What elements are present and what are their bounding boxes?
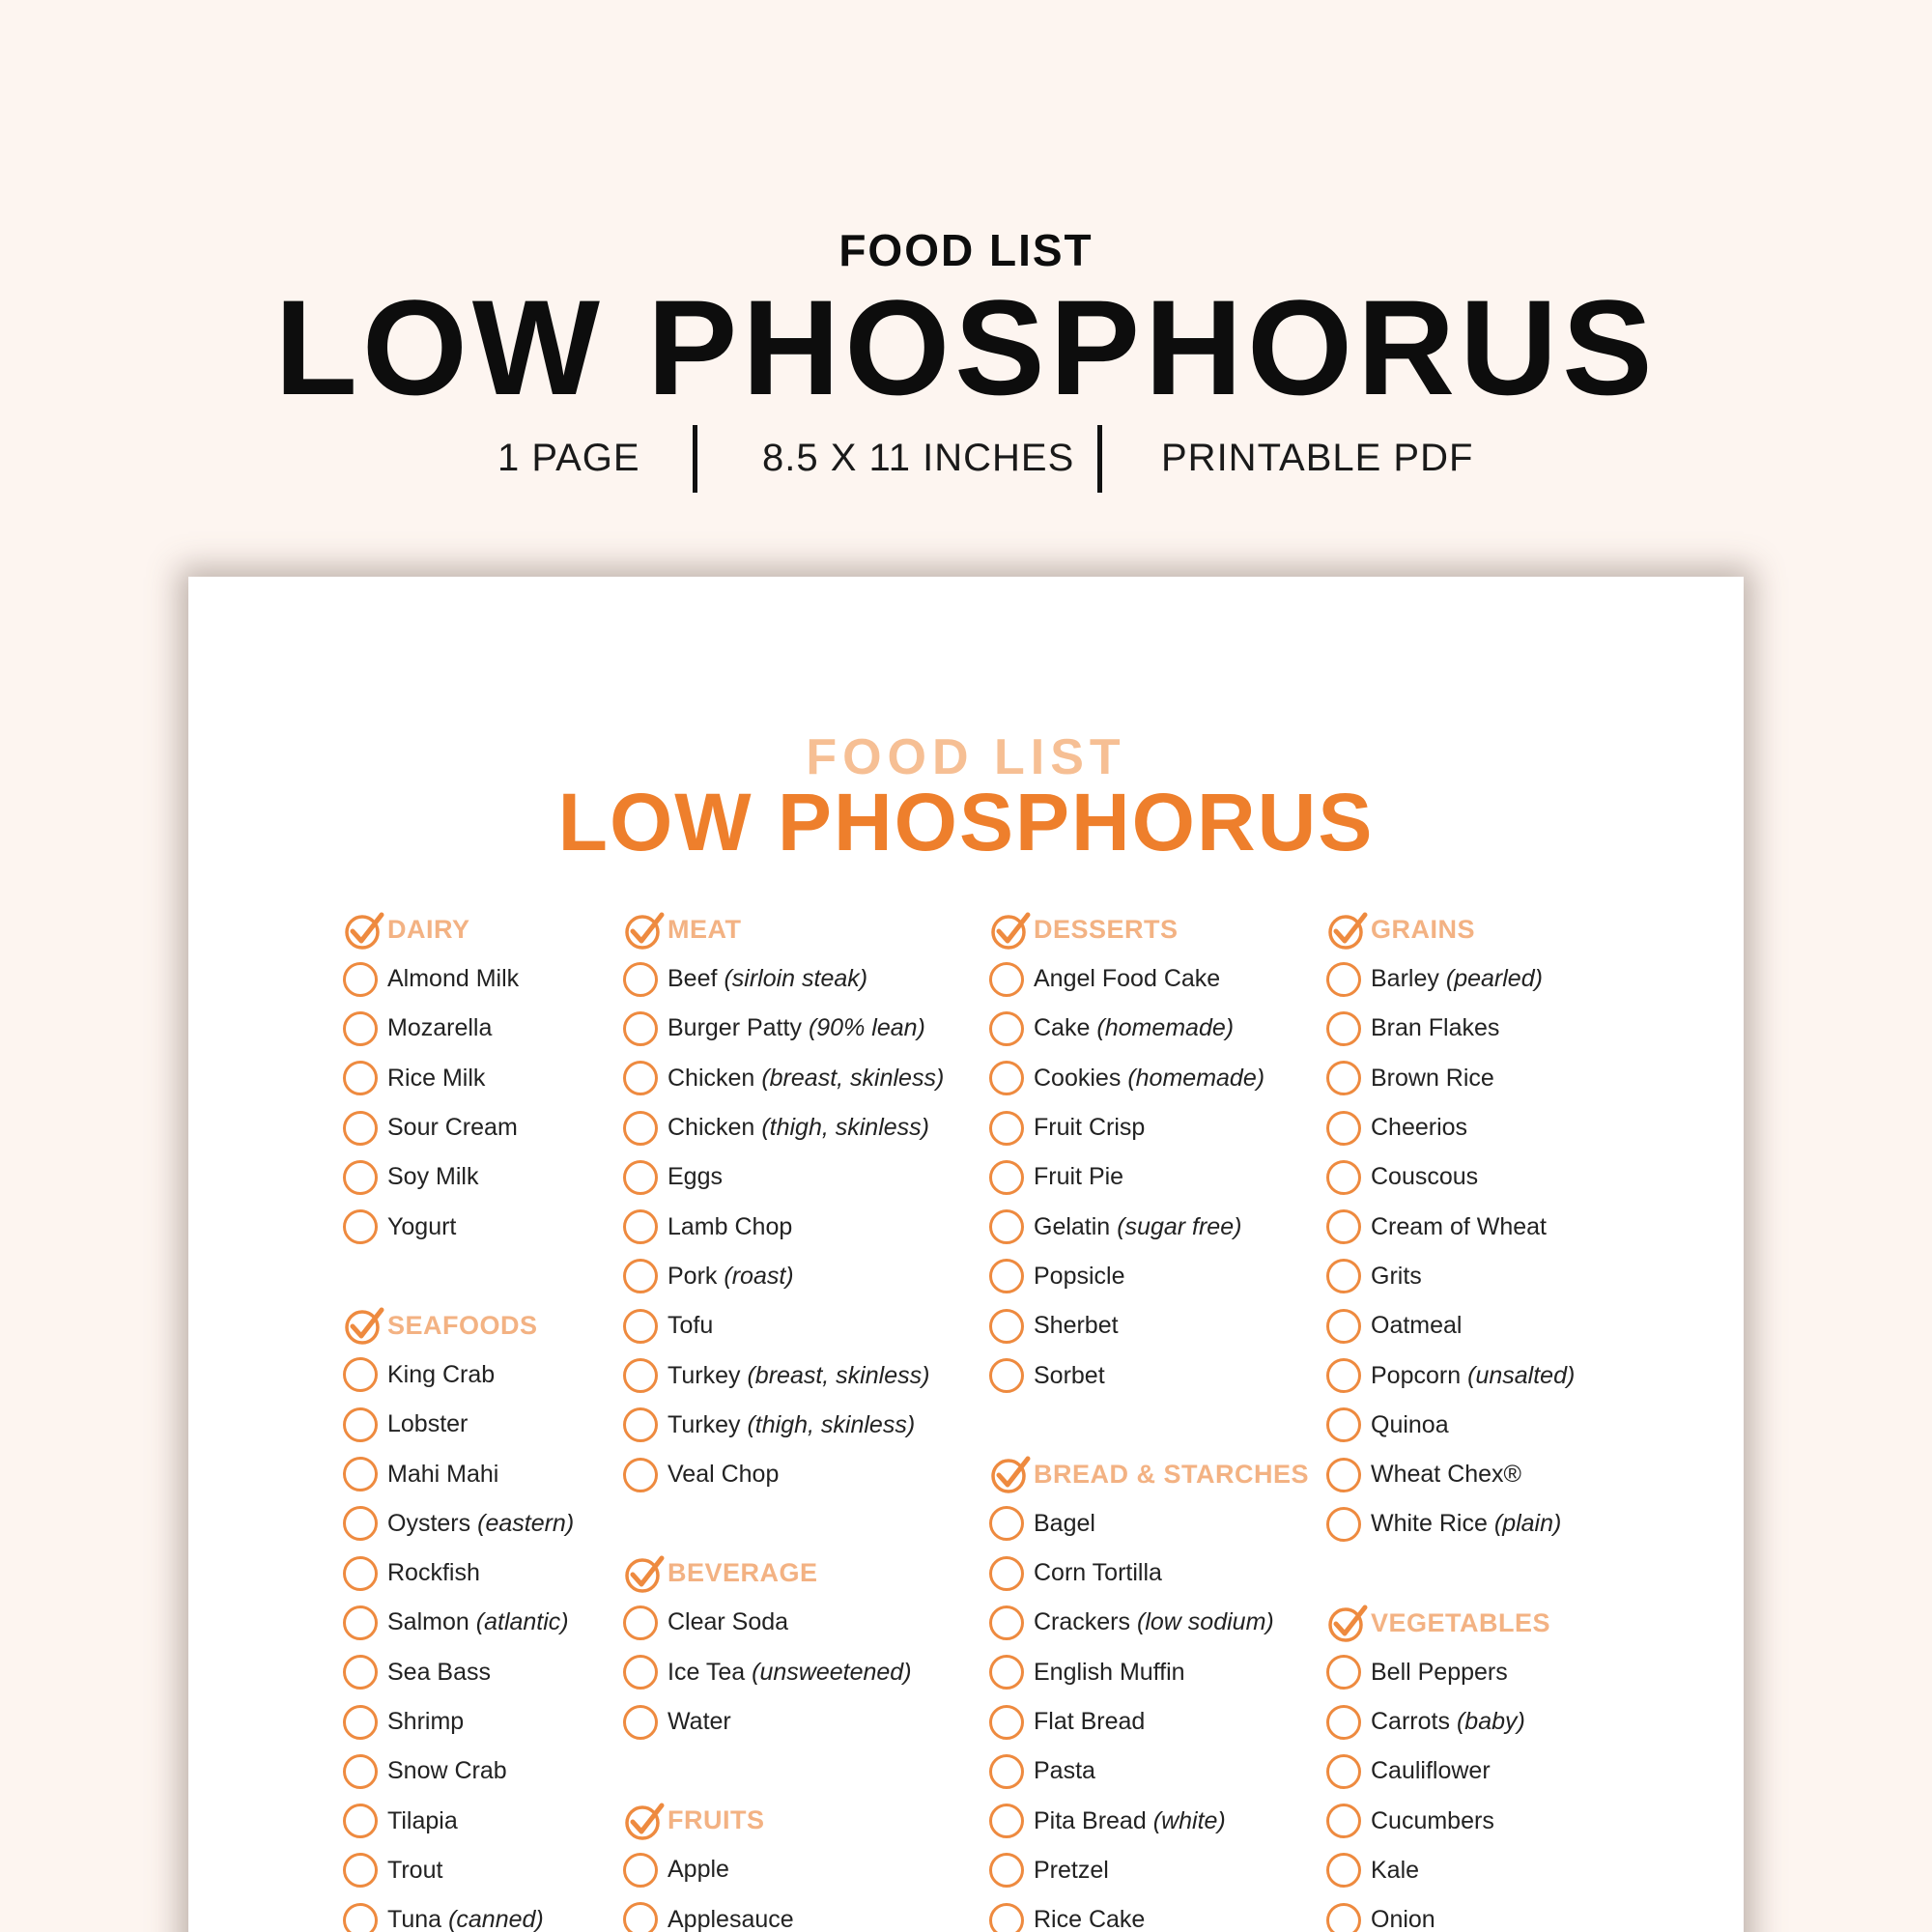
checklist-item[interactable] (343, 1004, 574, 1053)
section-header (343, 905, 574, 954)
checklist-item[interactable] (989, 1004, 1309, 1053)
item-note: (unsweetened) (752, 1658, 912, 1686)
checklist-item[interactable] (989, 1152, 1309, 1202)
checkbox-circle-icon[interactable] (623, 962, 658, 997)
checklist-item[interactable] (989, 1548, 1309, 1598)
item-label: Sorbet (1034, 1361, 1105, 1389)
section-title: DESSERTS (1034, 915, 1179, 944)
item-note: (eastern) (477, 1509, 575, 1537)
checklist-item[interactable] (623, 1648, 944, 1697)
item-label: Fruit Pie (1034, 1163, 1124, 1191)
spec-size: 8.5 X 11 INCHES (762, 437, 1075, 479)
checkbox-circle-icon[interactable] (623, 1259, 658, 1293)
item-label: Bran Flakes (1371, 1014, 1500, 1042)
item-label: Mozarella (387, 1014, 493, 1042)
spec-format: PRINTABLE PDF (1161, 437, 1474, 479)
item-label: Ice Tea (668, 1658, 746, 1686)
item-label: Rice Milk (387, 1064, 486, 1092)
checkbox-circle-icon[interactable] (1326, 1309, 1361, 1344)
checklist-item[interactable] (1326, 1648, 1575, 1697)
item-label: Chicken (668, 1064, 755, 1092)
section-header (989, 905, 1309, 954)
item-label: Oatmeal (1371, 1312, 1463, 1340)
item-label: Tilapia (387, 1806, 458, 1834)
checkbox-circle-icon[interactable] (623, 1853, 658, 1888)
checklist-item[interactable] (989, 1648, 1309, 1697)
checkbox-circle-icon[interactable] (1326, 1160, 1361, 1195)
section-desserts (989, 905, 1309, 1401)
item-label: Onion (1371, 1906, 1435, 1932)
item-note: (canned) (448, 1906, 544, 1932)
section-header (623, 1548, 944, 1598)
checklist-item[interactable] (343, 1103, 574, 1152)
section-title: BEVERAGE (668, 1558, 818, 1588)
section-fruits (623, 1796, 944, 1932)
checkbox-circle-icon[interactable] (343, 1011, 378, 1046)
checkbox-circle-icon[interactable] (1326, 1754, 1361, 1789)
checklist-item[interactable] (623, 1004, 944, 1053)
checklist-item[interactable] (989, 1747, 1309, 1796)
item-label: Fruit Crisp (1034, 1114, 1146, 1142)
item-note: (low sodium) (1137, 1608, 1274, 1636)
checklist-item[interactable] (989, 1697, 1309, 1747)
check-circle-icon (623, 909, 666, 952)
checkbox-circle-icon[interactable] (623, 1902, 658, 1932)
item-label: Pasta (1034, 1757, 1095, 1785)
item-label: Bell Peppers (1371, 1658, 1508, 1686)
checkbox-circle-icon[interactable] (623, 1111, 658, 1146)
checklist-item[interactable] (343, 1648, 574, 1697)
checklist-item[interactable] (1326, 1747, 1575, 1796)
item-label: Soy Milk (387, 1163, 479, 1191)
checkbox-circle-icon[interactable] (989, 1160, 1024, 1195)
item-note: (homemade) (1096, 1014, 1235, 1042)
checklist-item[interactable] (1326, 1697, 1575, 1747)
item-label: Applesauce (668, 1905, 794, 1932)
item-label: Cheerios (1371, 1114, 1468, 1142)
item-label: Sherbet (1034, 1312, 1119, 1340)
checklist-item[interactable] (1326, 1004, 1575, 1053)
checklist-item[interactable] (989, 1202, 1309, 1251)
checklist-item[interactable] (343, 1054, 574, 1103)
item-label: Rice Cake (1034, 1906, 1146, 1932)
checklist-item[interactable] (1326, 1252, 1575, 1301)
spec-row (0, 425, 1932, 495)
item-label: Popsicle (1034, 1262, 1125, 1290)
checkbox-circle-icon[interactable] (989, 1309, 1024, 1344)
checklist-item[interactable] (623, 1252, 944, 1301)
checklist-item[interactable] (343, 1548, 574, 1598)
checkbox-circle-icon[interactable] (343, 962, 378, 997)
sheet-kicker: FOOD LIST (806, 729, 1126, 785)
item-label: Carrots (1371, 1708, 1450, 1735)
item-label: Yogurt (387, 1212, 457, 1240)
item-label: Tuna (387, 1906, 442, 1932)
item-note: (breast, skinless) (761, 1064, 945, 1092)
checkbox-circle-icon[interactable] (989, 962, 1024, 997)
item-label: Eggs (668, 1163, 723, 1191)
checkbox-circle-icon[interactable] (623, 1407, 658, 1442)
checklist-item[interactable] (989, 1796, 1309, 1845)
item-label: Cookies (1034, 1064, 1122, 1092)
checkbox-circle-icon[interactable] (623, 1061, 658, 1095)
item-label: Beef (668, 965, 718, 993)
checklist-item[interactable] (989, 1350, 1309, 1400)
checkbox-circle-icon[interactable] (343, 1209, 378, 1244)
section-title: MEAT (668, 915, 742, 944)
item-note: (pearled) (1445, 965, 1543, 993)
item-label: Brown Rice (1371, 1064, 1494, 1092)
checkbox-circle-icon[interactable] (343, 1804, 378, 1838)
checkbox-circle-icon[interactable] (343, 1357, 378, 1392)
checkbox-circle-icon[interactable] (1326, 1407, 1361, 1442)
checkbox-circle-icon[interactable] (343, 1705, 378, 1740)
section-header (623, 905, 944, 954)
checkbox-circle-icon[interactable] (989, 1655, 1024, 1690)
checklist-item[interactable] (989, 1252, 1309, 1301)
checkbox-circle-icon[interactable] (343, 1407, 378, 1442)
checklist-item[interactable] (1326, 1846, 1575, 1895)
hero-kicker: FOOD LIST (838, 225, 1094, 275)
checklist-item[interactable] (989, 1846, 1309, 1895)
checkbox-circle-icon[interactable] (989, 1506, 1024, 1541)
section-title: FRUITS (668, 1805, 765, 1835)
item-label: Flat Bread (1034, 1708, 1146, 1735)
checklist-item[interactable] (989, 1054, 1309, 1103)
checkbox-circle-icon[interactable] (623, 1458, 658, 1492)
checklist-item[interactable] (1326, 954, 1575, 1004)
item-label: Sea Bass (387, 1658, 492, 1686)
item-note: (90% lean) (808, 1014, 925, 1042)
checklist-item[interactable] (623, 1450, 944, 1499)
section-header (623, 1796, 944, 1845)
check-circle-icon (989, 909, 1032, 952)
checkbox-circle-icon[interactable] (1326, 1458, 1361, 1492)
checkbox-circle-icon[interactable] (1326, 1804, 1361, 1838)
item-note: (atlantic) (475, 1608, 569, 1636)
item-label: Almond Milk (387, 965, 520, 993)
item-note: (sugar free) (1117, 1212, 1242, 1240)
checklist-item[interactable] (1326, 1796, 1575, 1845)
checkbox-circle-icon[interactable] (343, 1605, 378, 1640)
check-circle-icon (623, 1552, 666, 1595)
checkbox-circle-icon[interactable] (343, 1457, 378, 1492)
item-label: Clear Soda (668, 1608, 789, 1636)
checklist-item[interactable] (623, 1350, 944, 1400)
checklist-item[interactable] (623, 1598, 944, 1647)
food-column-1 (343, 905, 574, 1932)
checkbox-circle-icon[interactable] (1326, 1655, 1361, 1690)
checkbox-circle-icon[interactable] (989, 1556, 1024, 1591)
checkbox-circle-icon[interactable] (989, 1061, 1024, 1095)
item-label: English Muffin (1034, 1658, 1185, 1686)
checkbox-circle-icon[interactable] (989, 1259, 1024, 1293)
item-label: Barley (1371, 965, 1439, 993)
check-circle-icon (989, 1453, 1032, 1495)
item-label: Oysters (387, 1509, 471, 1537)
item-label: Corn Tortilla (1034, 1559, 1162, 1587)
section-title: SEAFOODS (387, 1310, 538, 1340)
item-note: (homemade) (1127, 1064, 1265, 1092)
checkbox-circle-icon[interactable] (1326, 1507, 1361, 1542)
section-seafoods (343, 1301, 574, 1932)
checklist-item[interactable] (1326, 1401, 1575, 1450)
checkbox-circle-icon[interactable] (343, 1853, 378, 1888)
checklist-item[interactable] (343, 1499, 574, 1548)
section-title: VEGETABLES (1371, 1607, 1551, 1637)
item-label: Rockfish (387, 1559, 480, 1587)
item-note: (white) (1152, 1806, 1226, 1834)
checklist-item[interactable] (343, 1697, 574, 1747)
checkbox-circle-icon[interactable] (623, 1605, 658, 1640)
checkbox-circle-icon[interactable] (1326, 1011, 1361, 1046)
checkbox-circle-icon[interactable] (989, 1853, 1024, 1888)
checklist-item[interactable] (343, 1202, 574, 1251)
checkbox-circle-icon[interactable] (343, 1506, 378, 1541)
checkbox-circle-icon[interactable] (343, 1111, 378, 1146)
item-label: Angel Food Cake (1034, 965, 1221, 993)
checkbox-circle-icon[interactable] (623, 1655, 658, 1690)
checkbox-circle-icon[interactable] (623, 1209, 658, 1244)
item-label: Mahi Mahi (387, 1460, 499, 1488)
spec-divider (1097, 425, 1102, 493)
food-list-sheet (188, 577, 1744, 1932)
checklist-item[interactable] (623, 1152, 944, 1202)
item-label: Gelatin (1034, 1212, 1111, 1240)
checklist-item[interactable] (1326, 1450, 1575, 1499)
food-column-4 (1326, 905, 1575, 1932)
item-label: Trout (387, 1856, 443, 1884)
item-label: Bagel (1034, 1509, 1095, 1537)
checklist-item[interactable] (343, 1598, 574, 1647)
checkbox-circle-icon[interactable] (989, 1705, 1024, 1740)
checkbox-circle-icon[interactable] (343, 1903, 378, 1932)
item-label: Pita Bread (1034, 1806, 1147, 1834)
checklist-item[interactable] (343, 1449, 574, 1498)
checklist-item[interactable] (989, 1895, 1309, 1932)
section-header (1326, 1599, 1575, 1648)
item-note: (plain) (1493, 1510, 1562, 1538)
checkbox-circle-icon[interactable] (1326, 1903, 1361, 1932)
checkbox-circle-icon[interactable] (343, 1754, 378, 1789)
checkbox-circle-icon[interactable] (1326, 1853, 1361, 1888)
item-label: Lamb Chop (668, 1212, 793, 1240)
checkbox-circle-icon[interactable] (1326, 1705, 1361, 1740)
hero-title: LOW PHOSPHORUS (274, 271, 1658, 423)
item-label: Couscous (1371, 1163, 1479, 1191)
checkbox-circle-icon[interactable] (623, 1358, 658, 1393)
check-circle-icon (623, 1800, 666, 1842)
item-label: White Rice (1371, 1510, 1488, 1538)
checkbox-circle-icon[interactable] (1326, 1259, 1361, 1293)
checklist-item[interactable] (1326, 1301, 1575, 1350)
checkbox-circle-icon[interactable] (989, 1011, 1024, 1046)
item-label: Burger Patty (668, 1014, 802, 1042)
item-label: Kale (1371, 1856, 1420, 1884)
checklist-item[interactable] (1326, 1152, 1575, 1202)
checkbox-circle-icon[interactable] (1326, 962, 1361, 997)
check-circle-icon (343, 909, 385, 952)
checkbox-circle-icon[interactable] (989, 1903, 1024, 1932)
checkbox-circle-icon[interactable] (989, 1209, 1024, 1244)
item-label: King Crab (387, 1360, 496, 1388)
checklist-item[interactable] (989, 1598, 1309, 1647)
checkbox-circle-icon[interactable] (623, 1705, 658, 1740)
check-circle-icon (1326, 1602, 1369, 1644)
checkbox-circle-icon[interactable] (623, 1011, 658, 1046)
checklist-item[interactable] (343, 1152, 574, 1202)
item-label: Pretzel (1034, 1856, 1109, 1884)
item-label: Wheat Chex® (1371, 1461, 1521, 1489)
section-header (343, 1301, 574, 1350)
item-label: Cream of Wheat (1371, 1212, 1548, 1240)
food-column-2 (623, 905, 944, 1932)
checklist-item[interactable] (1326, 1202, 1575, 1251)
item-note: (unsalted) (1467, 1361, 1576, 1389)
checklist-item[interactable] (623, 1103, 944, 1152)
checklist-item[interactable] (623, 1697, 944, 1747)
item-label: Tofu (668, 1312, 714, 1340)
spec-divider (693, 425, 697, 493)
food-column-3 (989, 905, 1309, 1932)
checkbox-circle-icon[interactable] (1326, 1358, 1361, 1393)
item-note: (roast) (724, 1262, 794, 1290)
checkbox-circle-icon[interactable] (989, 1605, 1024, 1640)
checkbox-circle-icon[interactable] (989, 1111, 1024, 1146)
item-label: Lobster (387, 1410, 469, 1438)
item-label: Quinoa (1371, 1410, 1449, 1438)
checkbox-circle-icon[interactable] (343, 1655, 378, 1690)
section-title: BREAD & STARCHES (1034, 1459, 1310, 1489)
checklist-item[interactable] (623, 1202, 944, 1251)
checkbox-circle-icon[interactable] (1326, 1209, 1361, 1244)
checklist-item[interactable] (989, 1499, 1309, 1548)
section-meat (623, 905, 944, 1499)
item-label: Turkey (668, 1361, 741, 1389)
checklist-item[interactable] (623, 1845, 944, 1894)
section-header (1326, 905, 1575, 954)
checkbox-circle-icon[interactable] (1326, 1061, 1361, 1095)
checklist-item[interactable] (623, 1401, 944, 1450)
check-circle-icon (343, 1304, 385, 1347)
checkbox-circle-icon[interactable] (343, 1061, 378, 1095)
item-label: Pork (668, 1262, 718, 1290)
checklist-item[interactable] (1326, 1054, 1575, 1103)
sheet-title: LOW PHOSPHORUS (557, 777, 1375, 867)
checklist-item[interactable] (1326, 1350, 1575, 1400)
item-label: Salmon (387, 1608, 469, 1636)
section-title: GRAINS (1371, 915, 1476, 944)
section-bread-starches (989, 1450, 1309, 1932)
checklist-item[interactable] (1326, 1499, 1575, 1548)
checkbox-circle-icon[interactable] (623, 1309, 658, 1344)
checklist-item[interactable] (623, 954, 944, 1004)
section-beverage (623, 1548, 944, 1747)
item-label: Water (668, 1708, 731, 1735)
checklist-item[interactable] (623, 1054, 944, 1103)
checkbox-circle-icon[interactable] (343, 1160, 378, 1195)
checkbox-circle-icon[interactable] (623, 1160, 658, 1195)
item-note: (baby) (1456, 1708, 1525, 1735)
checklist-item[interactable] (623, 1301, 944, 1350)
checkbox-circle-icon[interactable] (343, 1556, 378, 1591)
item-label: Crackers (1034, 1608, 1131, 1636)
checklist-item[interactable] (989, 1103, 1309, 1152)
item-label: Sour Cream (387, 1114, 518, 1142)
checklist-item[interactable] (1326, 1103, 1575, 1152)
checklist-item[interactable] (1326, 1895, 1575, 1932)
checklist-item[interactable] (989, 954, 1309, 1004)
checkbox-circle-icon[interactable] (989, 1754, 1024, 1789)
item-note: (breast, skinless) (747, 1361, 930, 1389)
checklist-item[interactable] (343, 1895, 574, 1932)
checklist-item[interactable] (343, 1350, 574, 1400)
checklist-item[interactable] (343, 1846, 574, 1895)
item-label: Popcorn (1371, 1361, 1462, 1389)
item-label: Snow Crab (387, 1757, 507, 1785)
checklist-item[interactable] (623, 1894, 944, 1932)
item-label: Veal Chop (668, 1461, 780, 1489)
item-label: Shrimp (387, 1708, 465, 1735)
item-label: Chicken (668, 1114, 755, 1142)
checkbox-circle-icon[interactable] (1326, 1111, 1361, 1146)
item-note: (thigh, skinless) (747, 1410, 916, 1438)
section-vegetables (1326, 1599, 1575, 1932)
checklist-item[interactable] (343, 1400, 574, 1449)
section-title: DAIRY (387, 915, 470, 944)
section-dairy (343, 905, 574, 1252)
checkbox-circle-icon[interactable] (989, 1804, 1024, 1838)
item-label: Cauliflower (1371, 1757, 1491, 1785)
checklist-item[interactable] (343, 1747, 574, 1796)
item-label: Turkey (668, 1410, 741, 1438)
item-label: Cake (1034, 1014, 1091, 1042)
item-label: Apple (668, 1856, 729, 1884)
spec-pages: 1 PAGE (497, 437, 640, 479)
item-label: Cucumbers (1371, 1806, 1494, 1834)
item-label: Grits (1371, 1262, 1422, 1290)
checklist-item[interactable] (343, 1796, 574, 1845)
item-note: (thigh, skinless) (761, 1114, 929, 1142)
check-circle-icon (1326, 909, 1369, 952)
checklist-item[interactable] (343, 954, 574, 1004)
section-grains (1326, 905, 1575, 1549)
item-note: (sirloin steak) (724, 965, 868, 993)
checklist-item[interactable] (989, 1301, 1309, 1350)
checkbox-circle-icon[interactable] (989, 1358, 1024, 1393)
section-header (989, 1450, 1309, 1499)
